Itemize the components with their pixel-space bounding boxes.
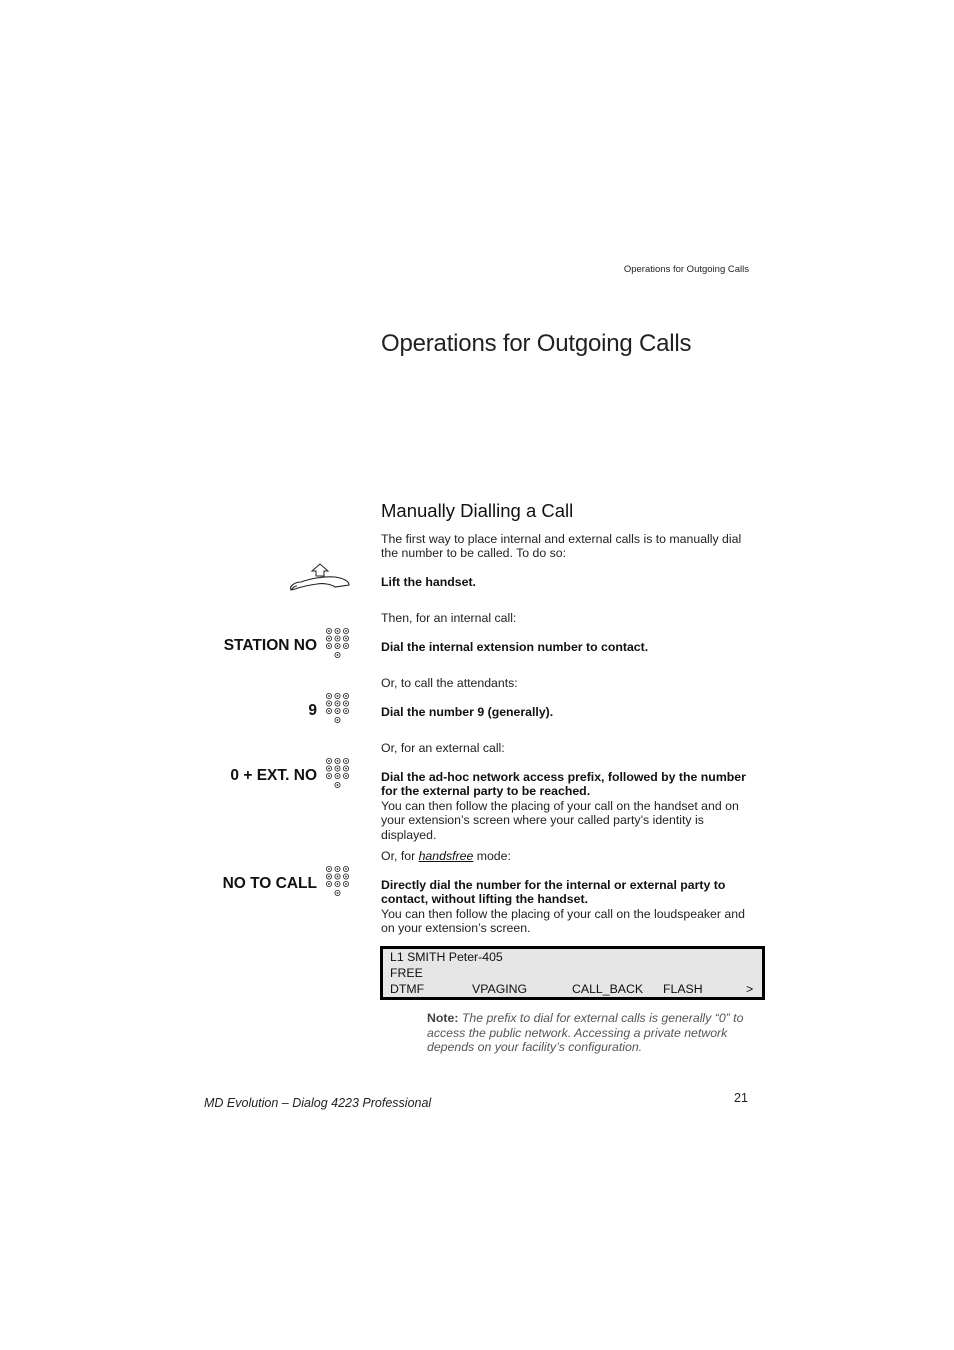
display-line-1: L1 SMITH Peter-405 [390, 950, 503, 964]
display-line-2: FREE [390, 966, 423, 980]
phone-display [380, 946, 765, 1000]
handsfree-lead-prefix: Or, for [381, 849, 416, 863]
lift-instruction: Lift the handset. [381, 575, 476, 589]
external-detail: You can then follow the placing of your call on the handset and on your extension’s screen where your called party’s identity is displayed. [381, 799, 739, 842]
keypad-icon [326, 758, 350, 792]
note-label: Note: [427, 1011, 459, 1025]
softkey-call-back[interactable]: CALL_BACK [572, 982, 644, 996]
keypad-icon [326, 693, 350, 727]
ext-no-label: 0 + EXT. NO [230, 767, 317, 784]
attendant-instruction: Dial the number 9 (generally). [381, 705, 554, 719]
attendant-key-label: 9 [308, 702, 317, 719]
section-title: Manually Dialling a Call [381, 500, 574, 521]
keypad-icon [326, 866, 350, 900]
handset-lift-icon [287, 562, 351, 592]
internal-instruction: Dial the internal extension number to contact. [381, 640, 649, 654]
station-no-label: STATION NO [223, 637, 317, 654]
external-instruction: Dial the ad-hoc network access prefix, followed by the number for the external party to be reached. [381, 770, 746, 799]
internal-lead: Then, for an internal call: [381, 611, 517, 625]
handsfree-detail: You can then follow the placing of your call on the loudspeaker and on your extension’s screen. [381, 907, 745, 936]
note-text: The prefix to dial for external calls is generally “0” to access the public network. Accessing a private network depends on your facility’s configuration. [427, 1011, 744, 1054]
softkey-more[interactable]: > [746, 982, 754, 996]
no-to-call-label: NO TO CALL [222, 875, 317, 892]
softkey-dtmf[interactable]: DTMF [390, 982, 425, 996]
handsfree-lead-suffix: mode: [476, 849, 511, 863]
running-header: Operations for Outgoing Calls [623, 264, 749, 275]
page-number: 21 [734, 1091, 748, 1105]
softkey-flash[interactable]: FLASH [663, 982, 703, 996]
handsfree-instruction: Directly dial the number for the internal or external party to contact, without lifting the handset. [381, 878, 726, 907]
footer-product: MD Evolution – Dialog 4223 Professional [204, 1096, 432, 1110]
intro-text: The first way to place internal and external calls is to manually dial the number to be called. To do so: [381, 532, 742, 561]
keypad-icon [326, 628, 350, 662]
external-lead: Or, for an external call: [381, 741, 505, 755]
attendant-lead: Or, to call the attendants: [381, 676, 518, 690]
handsfree-lead [381, 849, 753, 863]
note [427, 1011, 757, 1055]
handsfree-link[interactable]: handsfree [418, 849, 474, 863]
softkey-vpaging[interactable]: VPAGING [472, 982, 528, 996]
chapter-title: Operations for Outgoing Calls [381, 330, 692, 357]
